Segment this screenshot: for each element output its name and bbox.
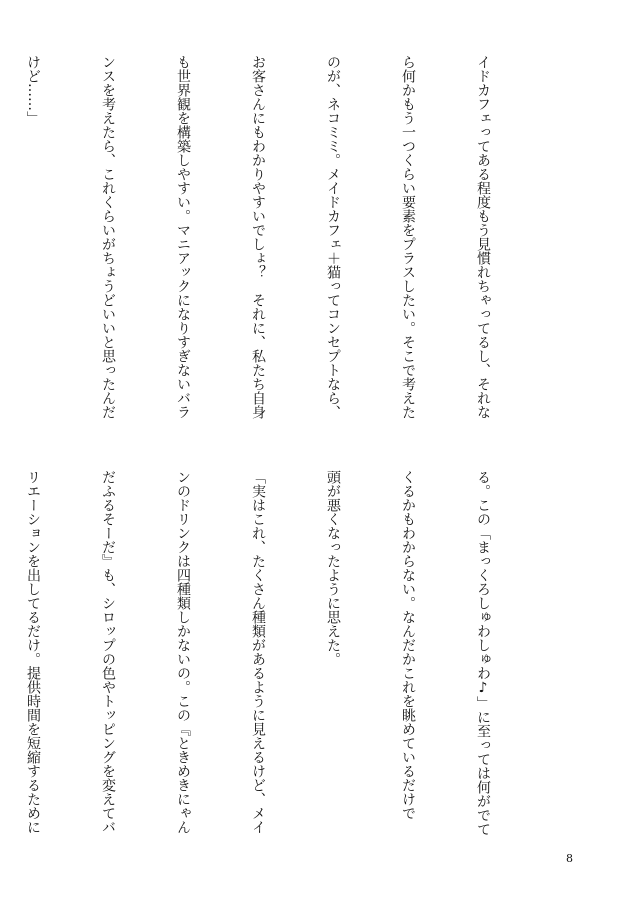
text-block-bottom [25, 470, 545, 845]
text-column: ンのドリンクは四種類しかないの。この『ときめきにゃん [175, 470, 191, 834]
text-block-top [25, 55, 545, 430]
text-column: 「実はこれ、たくさん種類があるように見えるけど、メイ [250, 470, 266, 834]
text-column: る。この「まっくろしゅわしゅわ♪」に至っては何がでて [475, 470, 491, 836]
text-column: リエーションを出してるだけ。提供時間を短縮するために [25, 470, 41, 834]
text-column: けど……」 [25, 55, 41, 125]
text-column: 頭が悪くなったように思えた。 [325, 470, 341, 666]
text-column: も世界観を構築しやすい。マニアックになりすぎないバラ [175, 55, 191, 419]
text-column: だふるそーだ』も、シロップの色やトッピングを変えてバ [100, 470, 116, 834]
text-column: ンスを考えたら、これくらいがちょうどいいと思ったんだ [100, 55, 116, 419]
text-column: ら何かもう一つくらい要素をプラスしたい。そこで考えた [400, 55, 416, 419]
text-column: イドカフェってある程度もう見慣れちゃってるし、それな [475, 55, 491, 419]
page-number: 8 [566, 852, 573, 865]
text-column: くるかもわからない。なんだかこれを眺めているだけで [400, 470, 416, 820]
text-column: のが、ネコミミ。メイドカフェ＋猫ってコンセプトなら、 [325, 55, 341, 419]
text-column: お客さんにもわかりやすいでしょ？ それに、私たち自身 [250, 55, 266, 419]
